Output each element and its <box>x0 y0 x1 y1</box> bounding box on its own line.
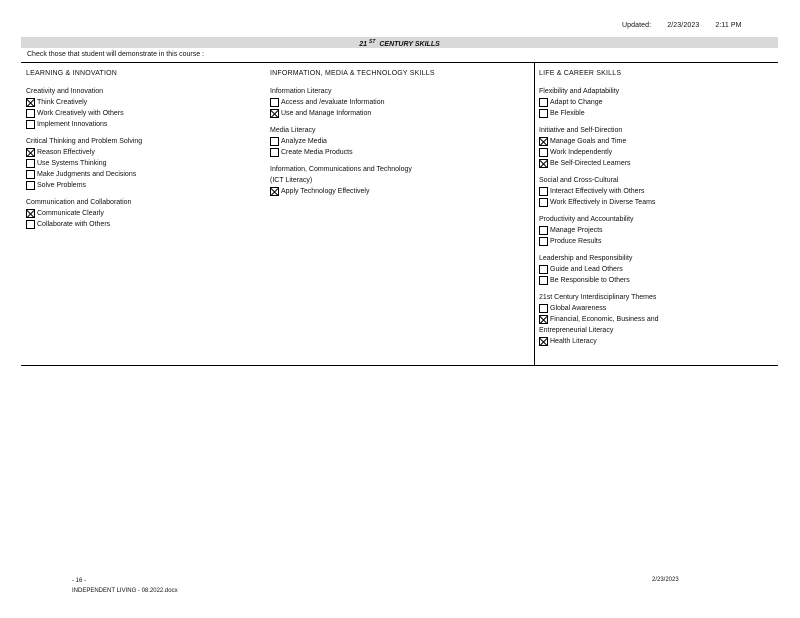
checklist-item-label: Solve Problems <box>37 182 87 189</box>
checked-box-icon[interactable] <box>270 109 279 118</box>
table-top-rule <box>21 62 778 63</box>
skill-section <box>539 175 774 208</box>
checklist-item <box>539 303 774 314</box>
checkbox-icon[interactable] <box>270 98 279 107</box>
checked-box-icon[interactable] <box>26 98 35 107</box>
checkbox-icon[interactable] <box>539 109 548 118</box>
checklist-item-label: Work Independently <box>550 149 613 156</box>
checklist-item <box>270 147 520 158</box>
checkbox-icon[interactable] <box>539 237 548 246</box>
checklist-item <box>26 97 256 108</box>
checklist-item <box>539 197 774 208</box>
checkbox-icon[interactable] <box>270 137 279 146</box>
checkbox-icon[interactable] <box>539 148 548 157</box>
section-title: Media Literacy <box>270 127 316 134</box>
checklist-item-label: Work Effectively in Diverse Teams <box>550 199 656 206</box>
section-title: Leadership and Responsibility <box>539 255 633 262</box>
column-heading: LEARNING & INNOVATION <box>26 70 118 77</box>
checklist-item <box>539 186 774 197</box>
checked-box-icon[interactable] <box>270 187 279 196</box>
checkbox-icon[interactable] <box>539 276 548 285</box>
section-title: Social and Cross-Cultural <box>539 177 619 184</box>
checked-box-icon[interactable] <box>26 209 35 218</box>
column-life-career <box>539 68 774 353</box>
checkbox-icon[interactable] <box>539 226 548 235</box>
checklist-item-label: Be Flexible <box>550 110 585 117</box>
checklist-item <box>26 158 256 169</box>
checklist-item-label: Implement Innovations <box>37 121 108 128</box>
checklist-item <box>26 108 256 119</box>
checklist-item <box>270 186 520 197</box>
checklist-item <box>539 108 774 119</box>
footer-left <box>72 576 178 596</box>
updated-date: 2/23/2023 <box>667 22 700 29</box>
section-title: Flexibility and Adaptability <box>539 88 620 95</box>
checkbox-icon[interactable] <box>539 187 548 196</box>
checklist-item <box>26 219 256 230</box>
checklist-item-label: Collaborate with Others <box>37 221 111 228</box>
checklist-item-label: Apply Technology Effectively <box>281 188 370 195</box>
skill-section <box>26 197 256 230</box>
checklist-item-label: Interact Effectively with Others <box>550 188 645 195</box>
checklist-item <box>539 147 774 158</box>
skill-section <box>539 86 774 119</box>
checkbox-icon[interactable] <box>26 170 35 179</box>
checklist-item <box>539 264 774 275</box>
checklist-item-label: Global Awareness <box>550 305 607 312</box>
checklist-item <box>539 158 774 169</box>
checklist-item <box>26 169 256 180</box>
checkbox-icon[interactable] <box>26 120 35 129</box>
skill-section <box>270 86 520 119</box>
section-title: Information Literacy <box>270 88 332 95</box>
checklist-item <box>26 119 256 130</box>
checked-box-icon[interactable] <box>539 315 548 324</box>
checkbox-icon[interactable] <box>26 220 35 229</box>
skill-section <box>26 136 256 191</box>
column-divider <box>534 63 535 365</box>
checkbox-icon[interactable] <box>539 98 548 107</box>
checklist-item <box>26 208 256 219</box>
skill-section <box>539 253 774 286</box>
checklist-item-label: Think Creatively <box>37 99 88 106</box>
checklist-item <box>270 108 520 119</box>
section-subtitle: (ICT Literacy) <box>270 177 313 184</box>
checklist-item <box>270 136 520 147</box>
checked-box-icon[interactable] <box>26 148 35 157</box>
skill-section <box>539 214 774 247</box>
checklist-item <box>26 147 256 158</box>
checklist-item-label: Be Responsible to Others <box>550 277 630 284</box>
section-title: Creativity and Innovation <box>26 88 104 95</box>
title-text: CENTURY SKILLS <box>379 41 440 48</box>
checklist-item <box>539 236 774 247</box>
page-title <box>21 37 778 48</box>
skill-section <box>26 86 256 130</box>
checklist-item-label: Health Literacy <box>550 338 597 345</box>
footer-date: 2/23/2023 <box>652 577 679 583</box>
checklist-item <box>539 275 774 286</box>
checklist-item-label: Use and Manage Information <box>281 110 372 117</box>
checklist-item-continuation: Entrepreneurial Literacy <box>539 327 614 334</box>
checkbox-icon[interactable] <box>26 159 35 168</box>
instruction-text: Check those that student will demonstrate in this course : <box>27 51 205 58</box>
skill-section <box>270 125 520 158</box>
section-title: Communication and Collaboration <box>26 199 132 206</box>
checklist-item-label: Adapt to Change <box>550 99 603 106</box>
checked-box-icon[interactable] <box>539 159 548 168</box>
checklist-item-label: Manage Goals and Time <box>550 138 627 145</box>
checklist-item-label: Be Self-Directed Learners <box>550 160 631 167</box>
checklist-item <box>539 136 774 147</box>
checklist-item-label: Use Systems Thinking <box>37 160 107 167</box>
column-learning-innovation <box>26 68 256 236</box>
checklist-item <box>539 97 774 108</box>
checkbox-icon[interactable] <box>539 198 548 207</box>
section-title: Initiative and Self-Direction <box>539 127 623 134</box>
checklist-item-label: Communicate Clearly <box>37 210 104 217</box>
footer-filename: INDEPENDENT LIVING - 08.2022.docx <box>72 588 178 594</box>
checklist-item-label: Financial, Economic, Business and <box>550 316 659 323</box>
checked-box-icon[interactable] <box>539 337 548 346</box>
checklist-item-label: Work Creatively with Others <box>37 110 124 117</box>
column-information-media-technology <box>270 68 520 203</box>
footer-page-number: - 16 - <box>72 578 87 584</box>
checklist-item <box>539 314 774 325</box>
checkbox-icon[interactable] <box>270 148 279 157</box>
updated-time: 2:11 PM <box>715 22 742 29</box>
checkbox-icon[interactable] <box>26 181 35 190</box>
checkbox-icon[interactable] <box>26 109 35 118</box>
title-number: 21 <box>359 41 368 48</box>
updated-stamp <box>622 22 756 29</box>
column-heading: INFORMATION, MEDIA & TECHNOLOGY SKILLS <box>270 70 435 77</box>
checklist-item-label: Create Media Products <box>281 149 353 156</box>
section-title: Information, Communications and Technology <box>270 166 412 173</box>
updated-label: Updated: <box>622 22 652 29</box>
section-title: Critical Thinking and Problem Solving <box>26 138 143 145</box>
checklist-item <box>26 180 256 191</box>
checkbox-icon[interactable] <box>539 265 548 274</box>
checklist-item-label: Make Judgments and Decisions <box>37 171 137 178</box>
checkbox-icon[interactable] <box>539 304 548 313</box>
skill-section <box>539 292 774 347</box>
section-title: Productivity and Accountability <box>539 216 634 223</box>
checklist-item-label: Manage Projects <box>550 227 603 234</box>
checklist-item-label: Access and /evaluate Information <box>281 99 385 106</box>
column-heading: LIFE & CAREER SKILLS <box>539 70 622 77</box>
skill-section <box>270 164 520 197</box>
checklist-item <box>539 336 774 347</box>
title-superscript: ST <box>369 39 376 45</box>
checklist-item-label: Analyze Media <box>281 138 327 145</box>
checklist-item <box>270 97 520 108</box>
section-title: 21st Century Interdisciplinary Themes <box>539 294 657 301</box>
checklist-item-label: Reason Effectively <box>37 149 95 156</box>
skill-section <box>539 125 774 169</box>
checklist-item-label: Guide and Lead Others <box>550 266 623 273</box>
table-bottom-rule <box>21 365 778 366</box>
checked-box-icon[interactable] <box>539 137 548 146</box>
checklist-item-label: Produce Results <box>550 238 602 245</box>
checklist-item <box>539 225 774 236</box>
